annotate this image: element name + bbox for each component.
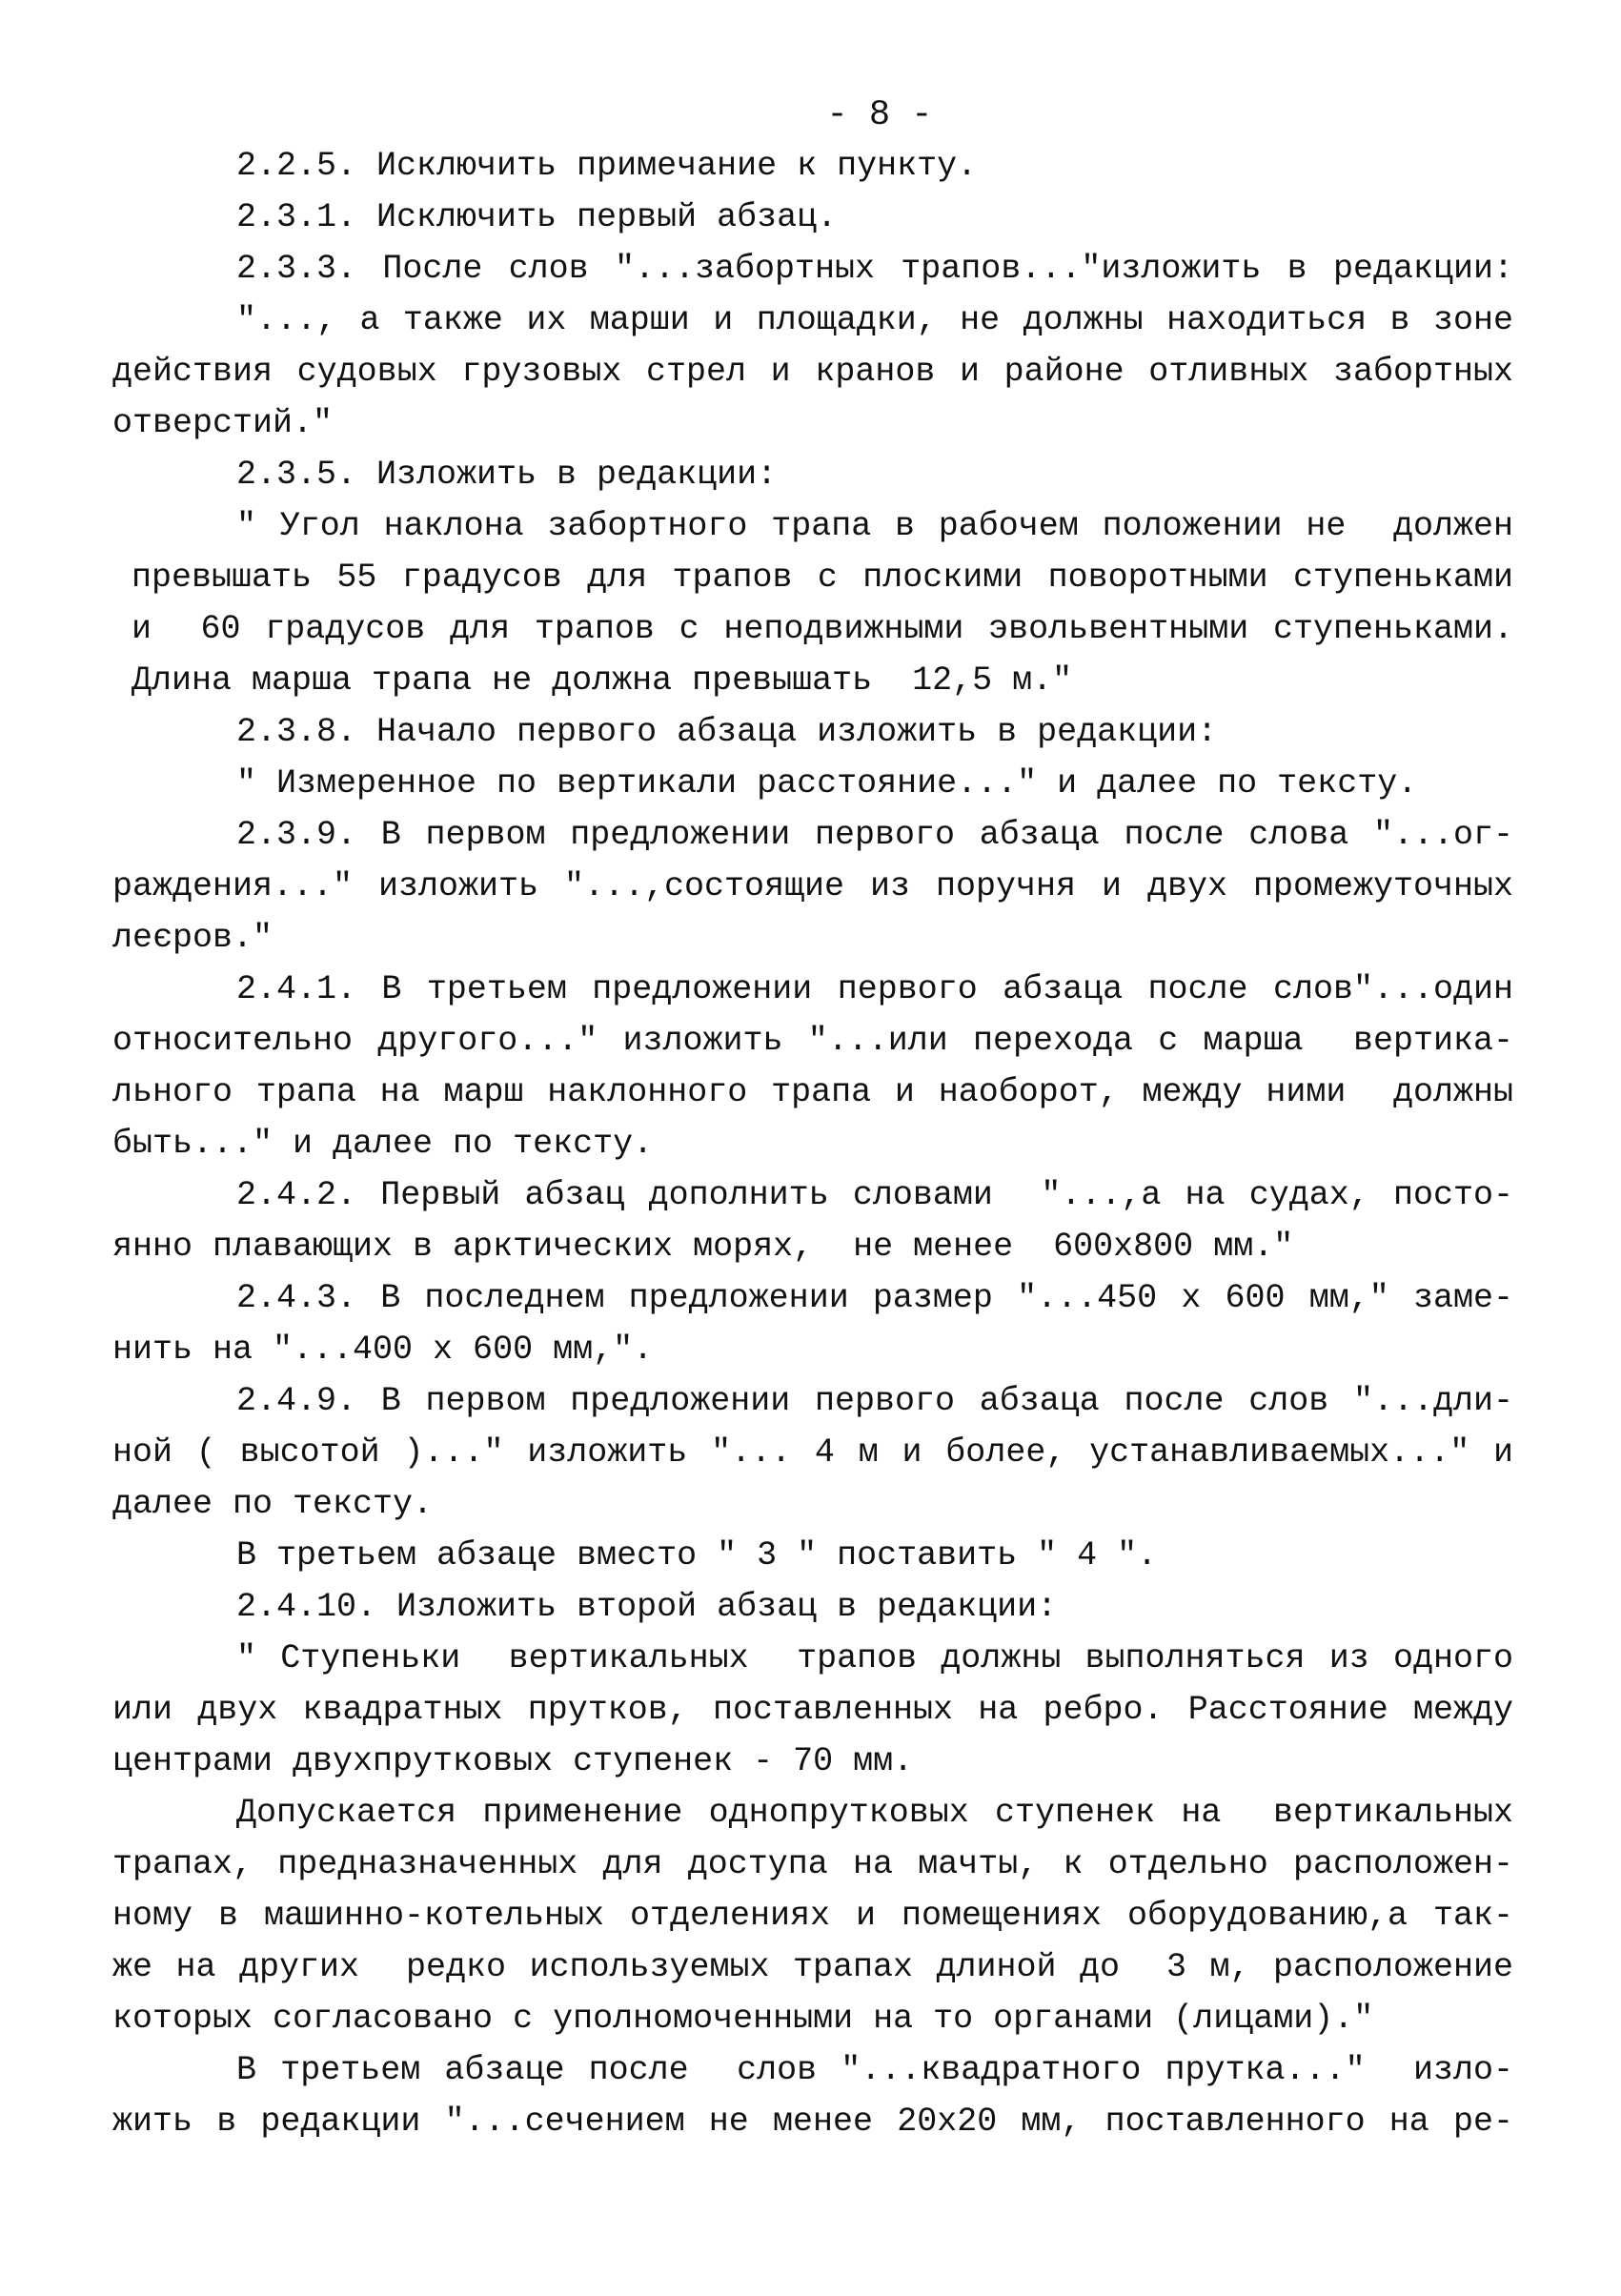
text-line: центрами двухпрутковых ступенек - 70 мм. [112,1742,914,1780]
text-line: 2.4.1. В третьем предложении первого абзаца после слов"...один [236,970,1513,1008]
text-line: действия судовых грузовых стрел и кранов и районе отливных забортных [112,353,1513,391]
page-number: - 8 - [826,95,933,135]
text-line: ному в машинно-котельных отделениях и помещениях оборудованию,а так- [112,1897,1513,1935]
text-line: В третьем абзаце после слов "...квадратного прутка..." изло- [236,2051,1513,2089]
text-line: 2.4.3. В последнем предложении размер "...450 х 600 мм," заме- [236,1279,1513,1317]
document-body [112,140,1513,2147]
text-line: быть..." и далее по тексту. [112,1125,654,1163]
text-line: 2.4.10. Изложить второй абзац в редакции: [236,1588,1058,1626]
text-line: 2.4.2. Первый абзац дополнить словами "...,а на судах, посто- [236,1176,1513,1214]
text-line: раждения..." изложить "...,состоящие из поручня и двух промежуточных [112,867,1513,905]
text-line: В третьем абзаце вместо " 3 " поставить " 4 ". [236,1536,1158,1575]
text-line: 2.3.1. Исключить первый абзац. [236,198,838,236]
text-line: жить в редакции "...сечением не менее 20х20 мм, поставленного на ре- [112,2103,1513,2141]
text-line: 2.3.9. В первом предложении первого абзаца после слова "...ог- [236,816,1513,854]
document-page [112,91,1513,2147]
text-line: 2.3.8. Начало первого абзаца изложить в редакции: [236,713,1218,751]
text-line: трапах, предназначенных для доступа на мачты, к отдельно расположен- [112,1845,1513,1883]
text-line: янно плавающих в арктических морях, не менее 600х800 мм." [112,1228,1294,1266]
text-line: льного трапа на марш наклонного трапа и наоборот, между ними должны [112,1073,1513,1111]
text-line: или двух квадратных прутков, поставленных на ребро. Расстояние между [112,1691,1513,1729]
text-line: нить на "...400 х 600 мм,". [112,1331,654,1369]
text-line: " Измеренное по вертикали расстояние..." и далее по тексту. [236,764,1418,803]
text-line: "..., а также их марши и площадки, не должны находиться в зоне [236,301,1513,339]
text-line: Допускается применение однопрутковых ступенек на вертикальных [236,1794,1513,1832]
text-line: и 60 градусов для трапов с неподвижными эвольвентными ступеньками. [132,610,1513,648]
text-line: далее по тексту. [112,1485,434,1523]
text-line: 2.3.5. Изложить в редакции: [236,456,778,494]
text-line: 2.3.3. После слов "...забортных трапов..."изложить в редакции: [236,250,1513,288]
text-line: 2.4.9. В первом предложении первого абзаца после слов "...дли- [236,1382,1513,1420]
text-line: " Ступеньки вертикальных трапов должны выполняться из одного [236,1639,1513,1677]
text-line: отверстий." [112,404,334,442]
text-line: ной ( высотой )..." изложить "... 4 м и более, устанавливаемых..." и [112,1433,1513,1472]
text-line: " Угол наклона забортного трапа в рабочем положении не должен [236,507,1513,545]
text-line: леєров." [112,919,274,957]
text-line: Длина марша трапа не должна превышать 12,5 м." [132,661,1073,700]
text-line: относительно другого..." изложить "...или перехода с марша вертика- [112,1022,1513,1060]
text-line: же на других редко используемых трапах длиной до 3 м, расположение [112,1948,1513,1986]
text-line: 2.2.5. Исключить примечание к пункту. [236,147,978,185]
text-line: превышать 55 градусов для трапов с плоскими поворотными ступеньками [132,559,1513,597]
text-line: которых согласовано с уполномоченными на то органами (лицами)." [112,2000,1374,2038]
